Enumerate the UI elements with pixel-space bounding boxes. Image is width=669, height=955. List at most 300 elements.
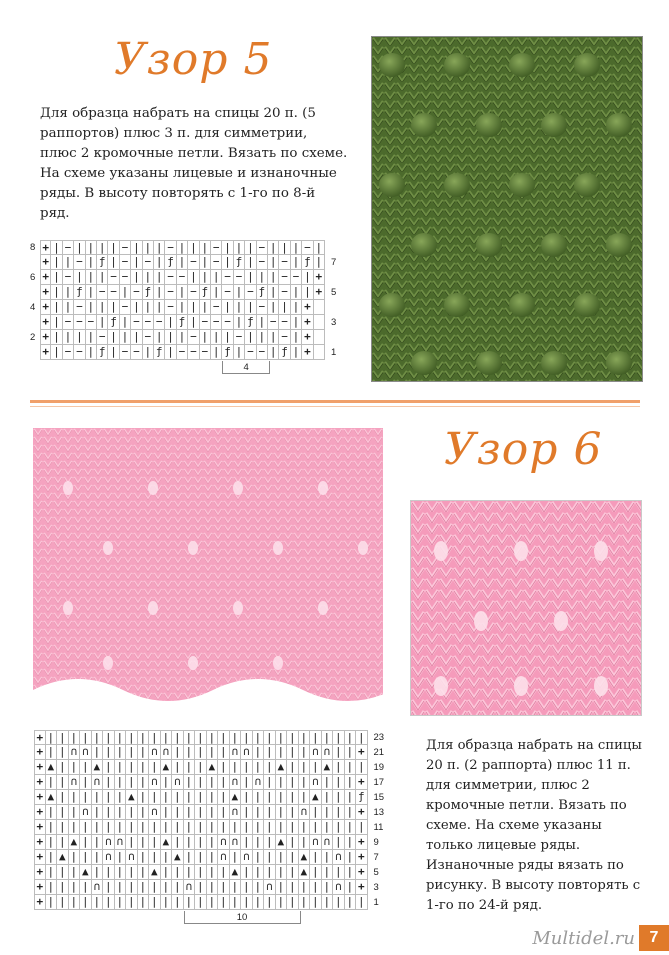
chart-cell: | — [161, 805, 173, 820]
chart-cell: | — [131, 255, 142, 270]
chart-cell: | — [161, 850, 173, 865]
pattern5-description: Для образца набрать на спицы 20 п. (5 раппортов) плюс 3 п. для симметрии, плюс 2 кромочные петли. Вязать по схеме. На схеме указаны лицевые и изнаночные ряды. В высоту повторять с 1-го по 8-й ряд. — [40, 106, 348, 221]
chart-cell: | — [115, 820, 127, 835]
chart-cell: | — [115, 805, 127, 820]
chart-cell: | — [103, 820, 115, 835]
chart-cell: − — [188, 255, 199, 270]
chart-cell: ∩ — [322, 745, 334, 760]
chart-cell: | — [200, 240, 211, 255]
chart-cell: | — [241, 790, 253, 805]
chart-cell: ∩ — [149, 805, 161, 820]
chart-cell: | — [103, 730, 115, 745]
chart-cell: | — [322, 805, 334, 820]
chart-cell: | — [345, 850, 357, 865]
chart-cell: | — [253, 835, 265, 850]
chart-cell: − — [279, 315, 290, 330]
chart-cell: | — [46, 745, 58, 760]
chart-cell: | — [218, 820, 230, 835]
chart-cell: | — [108, 330, 119, 345]
chart-cell: | — [241, 820, 253, 835]
chart-cell: | — [333, 790, 345, 805]
chart-cell: | — [103, 790, 115, 805]
chart-cell: | — [51, 330, 62, 345]
chart-cell: | — [264, 865, 276, 880]
chart-cell: ƒ — [154, 345, 165, 360]
chart-cell: | — [86, 285, 97, 300]
chart-cell: − — [120, 345, 131, 360]
chart-cell: − — [211, 240, 222, 255]
chart-cell: | — [115, 760, 127, 775]
chart-cell: | — [207, 820, 219, 835]
chart-cell: | — [92, 835, 104, 850]
repeat-bracket: 4 — [222, 361, 270, 374]
chart-cell: − — [74, 255, 85, 270]
chart-cell: ∩ — [103, 850, 115, 865]
chart-cell: | — [218, 745, 230, 760]
chart-cell: ▲ — [172, 850, 184, 865]
chart-cell: | — [92, 745, 104, 760]
chart-cell: + — [34, 850, 46, 865]
chart-cell: | — [287, 730, 299, 745]
chart-cell: ∩ — [322, 835, 334, 850]
chart-cell: | — [200, 330, 211, 345]
chart-cell: ƒ — [222, 345, 233, 360]
chart-cell: − — [279, 285, 290, 300]
chart-cell: | — [103, 805, 115, 820]
chart-cell: | — [195, 820, 207, 835]
chart-cell: | — [241, 775, 253, 790]
chart-cell: | — [230, 895, 242, 910]
chart-cell: | — [264, 850, 276, 865]
chart-cell: ∩ — [310, 775, 322, 790]
chart-cell: − — [222, 285, 233, 300]
chart-cell: | — [103, 880, 115, 895]
chart-cell: | — [287, 745, 299, 760]
chart-cell: | — [86, 330, 97, 345]
chart-cell: ▲ — [230, 865, 242, 880]
chart-cell: | — [177, 300, 188, 315]
chart-cell: | — [268, 285, 279, 300]
chart-cell: | — [333, 745, 345, 760]
chart-cell — [314, 300, 325, 315]
chart-cell: | — [161, 730, 173, 745]
chart-cell: | — [287, 820, 299, 835]
row-number: 21 — [373, 747, 385, 758]
chart-cell: ∩ — [230, 805, 242, 820]
chart-cell: | — [63, 300, 74, 315]
chart-cell: | — [268, 330, 279, 345]
chart-cell: | — [92, 790, 104, 805]
chart-cell: | — [143, 345, 154, 360]
chart-cell: ▲ — [126, 790, 138, 805]
chart-cell: | — [103, 865, 115, 880]
chart-cell: | — [74, 240, 85, 255]
chart-cell: ƒ — [165, 255, 176, 270]
chart-cell: ∩ — [230, 775, 242, 790]
chart-cell: | — [115, 745, 127, 760]
chart-cell: | — [257, 315, 268, 330]
chart-cell: | — [257, 270, 268, 285]
chart-cell: | — [143, 300, 154, 315]
chart-cell: + — [356, 850, 368, 865]
chart-cell: | — [51, 285, 62, 300]
chart-cell: | — [287, 865, 299, 880]
chart-cell: | — [218, 865, 230, 880]
chart-cell: | — [46, 895, 58, 910]
chart-cell: | — [120, 330, 131, 345]
chart-cell: − — [257, 345, 268, 360]
pink-lace-texture — [33, 428, 383, 716]
chart-cell: | — [149, 835, 161, 850]
chart-cell: | — [253, 730, 265, 745]
chart-cell: | — [322, 895, 334, 910]
chart-cell: + — [40, 255, 51, 270]
chart-cell: | — [138, 895, 150, 910]
chart-cell: | — [80, 880, 92, 895]
chart-cell: | — [310, 865, 322, 880]
chart-cell: − — [165, 285, 176, 300]
chart-cell: + — [302, 330, 313, 345]
chart-cell: | — [195, 835, 207, 850]
chart-cell: − — [63, 270, 74, 285]
chart-cell: | — [172, 760, 184, 775]
chart-cell: | — [172, 895, 184, 910]
chart-cell: | — [211, 285, 222, 300]
chart-cell: ƒ — [279, 345, 290, 360]
chart-cell: | — [222, 300, 233, 315]
chart-cell: + — [302, 345, 313, 360]
chart-cell: | — [207, 895, 219, 910]
chart-cell: | — [207, 880, 219, 895]
chart-cell: | — [268, 345, 279, 360]
chart-cell: ∩ — [218, 835, 230, 850]
chart-cell: | — [310, 880, 322, 895]
chart-cell: | — [310, 805, 322, 820]
chart-cell: | — [138, 760, 150, 775]
chart-cell: ▲ — [46, 790, 58, 805]
chart-cell: | — [234, 240, 245, 255]
chart-cell: + — [356, 775, 368, 790]
chart-cell: − — [165, 300, 176, 315]
chart-cell: | — [138, 745, 150, 760]
chart-cell: | — [345, 745, 357, 760]
chart-cell: | — [279, 300, 290, 315]
chart-cell: | — [253, 865, 265, 880]
chart-cell: + — [40, 240, 51, 255]
chart-cell: ∩ — [333, 850, 345, 865]
chart-cell: | — [154, 300, 165, 315]
chart-cell: | — [310, 730, 322, 745]
chart-cell: | — [63, 285, 74, 300]
chart-cell: ▲ — [149, 865, 161, 880]
chart-cell: ∩ — [218, 850, 230, 865]
chart-cell: | — [222, 255, 233, 270]
chart-cell: | — [207, 730, 219, 745]
pattern6-description: Для образца набрать на спицы 20 п. (2 раппорта) плюс 11 п. для симметрии, плюс 2 кромочные петли. Вязать по схеме. На схеме указаны только лицевые ряды. Изнаночные ряды вязать по рисунку. В высоту повторять с 1-го по 24-й ряд. — [426, 738, 642, 913]
chart-cell: | — [253, 805, 265, 820]
chart-cell: | — [322, 820, 334, 835]
chart-cell: ∩ — [299, 805, 311, 820]
chart-cell: | — [143, 270, 154, 285]
chart-cell: | — [241, 865, 253, 880]
chart-cell: | — [80, 730, 92, 745]
chart-cell: | — [276, 730, 288, 745]
chart-cell: ▲ — [161, 835, 173, 850]
chart-cell: − — [211, 255, 222, 270]
chart-cell: | — [257, 330, 268, 345]
repeat-bracket: 10 — [184, 911, 301, 924]
chart-cell: | — [184, 760, 196, 775]
chart-cell: | — [80, 895, 92, 910]
chart-cell: + — [302, 300, 313, 315]
chart-cell: | — [188, 300, 199, 315]
chart-cell: | — [80, 835, 92, 850]
chart-cell: | — [165, 315, 176, 330]
chart-cell: | — [51, 315, 62, 330]
chart-cell: | — [322, 790, 334, 805]
chart-cell: | — [234, 315, 245, 330]
chart-cell: | — [69, 730, 81, 745]
chart-cell: − — [86, 315, 97, 330]
chart-cell: | — [299, 730, 311, 745]
chart-cell: | — [207, 850, 219, 865]
chart-cell: | — [241, 760, 253, 775]
chart-cell: | — [154, 330, 165, 345]
chart-cell: − — [279, 270, 290, 285]
watermark: Multidel.ru — [532, 928, 635, 949]
row-number: 23 — [373, 732, 385, 743]
chart-cell: ∩ — [241, 745, 253, 760]
chart-cell: | — [46, 730, 58, 745]
page-number: 7 — [639, 925, 669, 951]
chart-cell: | — [207, 835, 219, 850]
chart-cell: | — [230, 820, 242, 835]
chart-cell: | — [195, 760, 207, 775]
chart-cell: + — [302, 315, 313, 330]
chart-cell: | — [172, 730, 184, 745]
chart-cell: ∩ — [333, 880, 345, 895]
chart-cell: | — [57, 865, 69, 880]
chart-cell: + — [34, 865, 46, 880]
chart-cell: | — [97, 240, 108, 255]
chart-cell: | — [154, 255, 165, 270]
chart-cell: − — [97, 285, 108, 300]
chart-cell: | — [131, 240, 142, 255]
chart-cell: | — [188, 315, 199, 330]
chart-cell: | — [218, 775, 230, 790]
chart-cell: | — [51, 270, 62, 285]
chart-cell: | — [310, 850, 322, 865]
chart-cell: + — [34, 775, 46, 790]
chart-cell: ▲ — [230, 790, 242, 805]
chart-cell: − — [131, 345, 142, 360]
chart-cell: | — [103, 760, 115, 775]
chart-cell: | — [314, 255, 325, 270]
chart-cell: ƒ — [200, 285, 211, 300]
chart-cell: | — [287, 790, 299, 805]
chart-cell: − — [143, 315, 154, 330]
chart-cell: + — [34, 730, 46, 745]
chart-cell: | — [131, 330, 142, 345]
chart-cell: | — [57, 745, 69, 760]
chart-cell: | — [200, 255, 211, 270]
chart-cell: | — [253, 790, 265, 805]
chart-cell: | — [172, 790, 184, 805]
chart-cell: − — [120, 300, 131, 315]
chart-cell: | — [287, 775, 299, 790]
chart-cell: − — [63, 240, 74, 255]
row-number: 13 — [373, 807, 385, 818]
chart-cell: | — [161, 895, 173, 910]
chart-cell: − — [131, 285, 142, 300]
chart-cell: | — [264, 730, 276, 745]
chart-cell: | — [138, 730, 150, 745]
chart-cell: | — [322, 775, 334, 790]
chart-cell: − — [120, 255, 131, 270]
chart-cell: | — [92, 730, 104, 745]
row-number: 3 — [331, 317, 337, 328]
chart-cell: | — [356, 895, 368, 910]
chart-cell: | — [131, 270, 142, 285]
row-number: 17 — [373, 777, 385, 788]
pattern6-title: Узор 6 — [444, 424, 603, 475]
chart-cell: | — [333, 805, 345, 820]
chart-cell: | — [126, 895, 138, 910]
chart-cell: ▲ — [207, 760, 219, 775]
chart-cell: | — [51, 300, 62, 315]
chart-cell: | — [86, 300, 97, 315]
chart-cell: ▲ — [161, 760, 173, 775]
chart-cell: − — [222, 315, 233, 330]
green-knit-texture — [372, 37, 642, 381]
chart-cell: | — [63, 330, 74, 345]
chart-cell: | — [57, 790, 69, 805]
row-number: 6 — [30, 272, 36, 283]
chart-cell: | — [333, 820, 345, 835]
chart-cell: | — [195, 745, 207, 760]
chart-cell: ∩ — [149, 775, 161, 790]
chart-cell: − — [177, 345, 188, 360]
chart-cell: | — [126, 835, 138, 850]
chart-cell: | — [138, 790, 150, 805]
chart-cell: | — [92, 820, 104, 835]
row-number: 7 — [373, 852, 379, 863]
chart-cell: ∩ — [310, 835, 322, 850]
chart-cell: | — [126, 820, 138, 835]
chart-cell: | — [253, 745, 265, 760]
chart-cell: | — [51, 255, 62, 270]
chart-cell: ƒ — [302, 255, 313, 270]
chart-cell: | — [345, 820, 357, 835]
chart-cell: | — [211, 345, 222, 360]
chart-cell: − — [165, 270, 176, 285]
chart-cell: | — [172, 745, 184, 760]
chart-cell: | — [138, 835, 150, 850]
chart-cell: | — [115, 850, 127, 865]
chart-cell: ▲ — [69, 835, 81, 850]
chart-cell: | — [222, 240, 233, 255]
chart-cell: − — [257, 240, 268, 255]
chart-cell: − — [234, 330, 245, 345]
chart-cell: | — [207, 805, 219, 820]
chart-cell: | — [211, 270, 222, 285]
chart-cell: ƒ — [177, 315, 188, 330]
chart-cell: ▲ — [46, 760, 58, 775]
chart-cell: | — [184, 745, 196, 760]
chart-cell: ∩ — [126, 850, 138, 865]
chart-cell: − — [177, 270, 188, 285]
row-number: 19 — [373, 762, 385, 773]
chart-cell: | — [74, 270, 85, 285]
chart-cell: | — [218, 895, 230, 910]
chart-cell: ∩ — [310, 745, 322, 760]
chart-cell: | — [63, 255, 74, 270]
chart-cell: | — [184, 895, 196, 910]
chart-cell: − — [143, 330, 154, 345]
chart-cell: | — [195, 895, 207, 910]
chart-cell: | — [46, 880, 58, 895]
chart-cell: | — [345, 865, 357, 880]
chart-cell: ▲ — [80, 865, 92, 880]
chart-cell: ∩ — [161, 745, 173, 760]
chart-cell: | — [264, 790, 276, 805]
chart-cell: | — [126, 730, 138, 745]
chart-cell: − — [200, 345, 211, 360]
chart-cell: | — [230, 760, 242, 775]
chart-cell: | — [138, 880, 150, 895]
chart-cell: | — [279, 240, 290, 255]
chart-cell: | — [253, 820, 265, 835]
chart-cell: + — [314, 285, 325, 300]
chart-cell: | — [86, 345, 97, 360]
chart-cell: ∩ — [184, 880, 196, 895]
chart-cell: ƒ — [108, 315, 119, 330]
chart-cell: | — [299, 880, 311, 895]
chart-cell: | — [264, 835, 276, 850]
chart-cell: | — [51, 240, 62, 255]
chart-cell: | — [207, 865, 219, 880]
chart-cell: | — [241, 835, 253, 850]
chart-cell: | — [264, 760, 276, 775]
chart-cell: | — [80, 850, 92, 865]
chart-cell: | — [69, 805, 81, 820]
chart-cell: | — [310, 895, 322, 910]
chart-cell: ∩ — [115, 835, 127, 850]
chart-cell: | — [276, 865, 288, 880]
chart-cell: + — [34, 820, 46, 835]
chart-cell: ƒ — [356, 790, 368, 805]
chart-cell: | — [322, 880, 334, 895]
chart-cell: | — [177, 285, 188, 300]
chart-cell: ∩ — [149, 745, 161, 760]
chart-cell: | — [149, 760, 161, 775]
chart-cell: + — [40, 315, 51, 330]
chart-cell: | — [46, 865, 58, 880]
chart-cell: − — [279, 255, 290, 270]
chart-cell: | — [276, 880, 288, 895]
chart-cell: + — [40, 270, 51, 285]
chart-cell: | — [69, 820, 81, 835]
chart-cell: | — [345, 760, 357, 775]
chart-cell: | — [264, 805, 276, 820]
chart-cell: | — [92, 865, 104, 880]
chart-cell: + — [34, 880, 46, 895]
chart-cell: ƒ — [245, 315, 256, 330]
chart-cell: ƒ — [74, 285, 85, 300]
chart-cell: | — [302, 285, 313, 300]
chart-cell: | — [86, 255, 97, 270]
chart-cell: − — [165, 240, 176, 255]
